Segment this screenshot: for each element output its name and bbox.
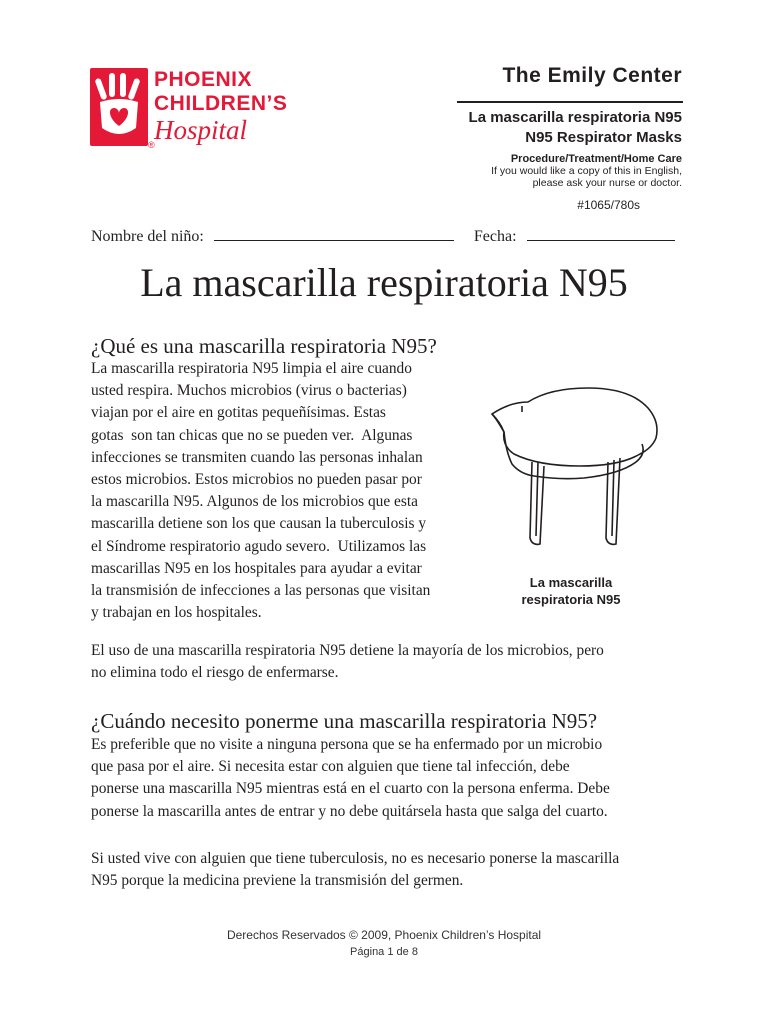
text-line: que pasa por el aire. Si necesita estar con alguien que tiene tal infección, debe	[91, 758, 570, 776]
section-heading-when: ¿Cuándo necesito ponerme una mascarilla respiratoria N95?	[91, 709, 598, 733]
child-name-label: Nombre del niño:	[91, 228, 204, 245]
text-line: ponerse una mascarilla N95 mientras está en el cuarto con la persona enferma. Debe	[91, 780, 610, 798]
n95-mask-illustration	[480, 378, 666, 564]
text-line: el Síndrome respiratorio agudo severo. Utilizamos las	[91, 537, 427, 555]
hand-heart-icon	[90, 68, 148, 146]
section-what-paragraph	[91, 358, 476, 624]
text-line: infecciones se transmiten cuando las personas inhalan	[91, 448, 423, 466]
caption-line-2: respiratoria N95	[521, 592, 621, 607]
subtitle-english: N95 Respirator Masks	[525, 129, 682, 146]
section-when-paragraph	[91, 734, 691, 823]
child-name-field[interactable]	[214, 226, 454, 241]
text-line: La mascarilla respiratoria N95 limpia el aire cuando	[91, 360, 412, 377]
caption-line-1: La mascarilla	[529, 575, 613, 590]
section-what-note	[91, 640, 691, 684]
text-line: la mascarilla N95. Algunos de los microbios que esta	[91, 493, 418, 511]
registered-mark: ®	[148, 140, 155, 150]
text-line: y trabajan en los hospitales.	[91, 604, 262, 622]
name-date-row	[91, 226, 675, 246]
text-line: Es preferible que no visite a ninguna persona que se ha enfermado por un microbio	[91, 736, 603, 753]
date-field[interactable]	[527, 226, 675, 241]
text-line: ponerse la mascarilla antes de entrar y no debe quitársela hasta que salga del cuarto.	[91, 802, 608, 820]
page-title: La mascarilla respiratoria N95	[140, 260, 628, 305]
text-line: N95 porque la medicina previene la transmisión del germen.	[91, 872, 464, 890]
center-title: The Emily Center	[502, 64, 682, 87]
text-line: mascarillas N95 en los hospitales para ayudar a evitar	[91, 559, 422, 577]
text-line: viajan por el aire en gotitas pequeñísimas. Estas	[91, 404, 386, 422]
procedure-type: Procedure/Treatment/Home Care	[510, 153, 682, 165]
logo-line-2: CHILDREN’S	[154, 92, 288, 115]
section-heading-what: ¿Qué es una mascarilla respiratoria N95?	[91, 334, 437, 358]
text-line: gotas son tan chicas que no se pueden ver. Algunas	[91, 426, 413, 444]
subtitle-spanish: La mascarilla respiratoria N95	[468, 109, 682, 126]
text-line: la transmisión de infecciones a las personas que visitan	[91, 582, 431, 600]
text-line: mascarilla detiene son los que causan la tuberculosis y	[91, 515, 427, 533]
text-line: El uso de una mascarilla respiratoria N95 detiene la mayoría de los microbios, pero	[91, 642, 604, 659]
text-line: usted respira. Muchos microbios (virus o bacterias)	[91, 382, 407, 400]
header-divider	[457, 101, 683, 103]
text-line: estos microbios. Estos microbios no pueden pasar por	[91, 471, 422, 489]
logo-line-3: Hospital	[154, 115, 248, 145]
hospital-logo	[90, 68, 290, 152]
text-line: Si usted vive con alguien que tiene tuberculosis, no es necesario ponerse la mascarilla	[91, 850, 620, 867]
english-copy-note-1: If you would like a copy of this in English,	[491, 165, 682, 177]
english-copy-note-2: please ask your nurse or doctor.	[532, 177, 682, 189]
page-number: Página 1 de 8	[350, 946, 418, 958]
section-when-note	[91, 848, 691, 892]
copyright: Derechos Reservados © 2009, Phoenix Children’s Hospital	[226, 928, 542, 942]
date-label: Fecha:	[473, 228, 517, 245]
mask-caption	[496, 574, 646, 608]
text-line: no elimina todo el riesgo de enfermarse.	[91, 664, 339, 682]
logo-line-1: PHOENIX	[154, 68, 253, 91]
hospital-name	[154, 68, 287, 144]
document-code: #1065/780s	[577, 198, 640, 212]
